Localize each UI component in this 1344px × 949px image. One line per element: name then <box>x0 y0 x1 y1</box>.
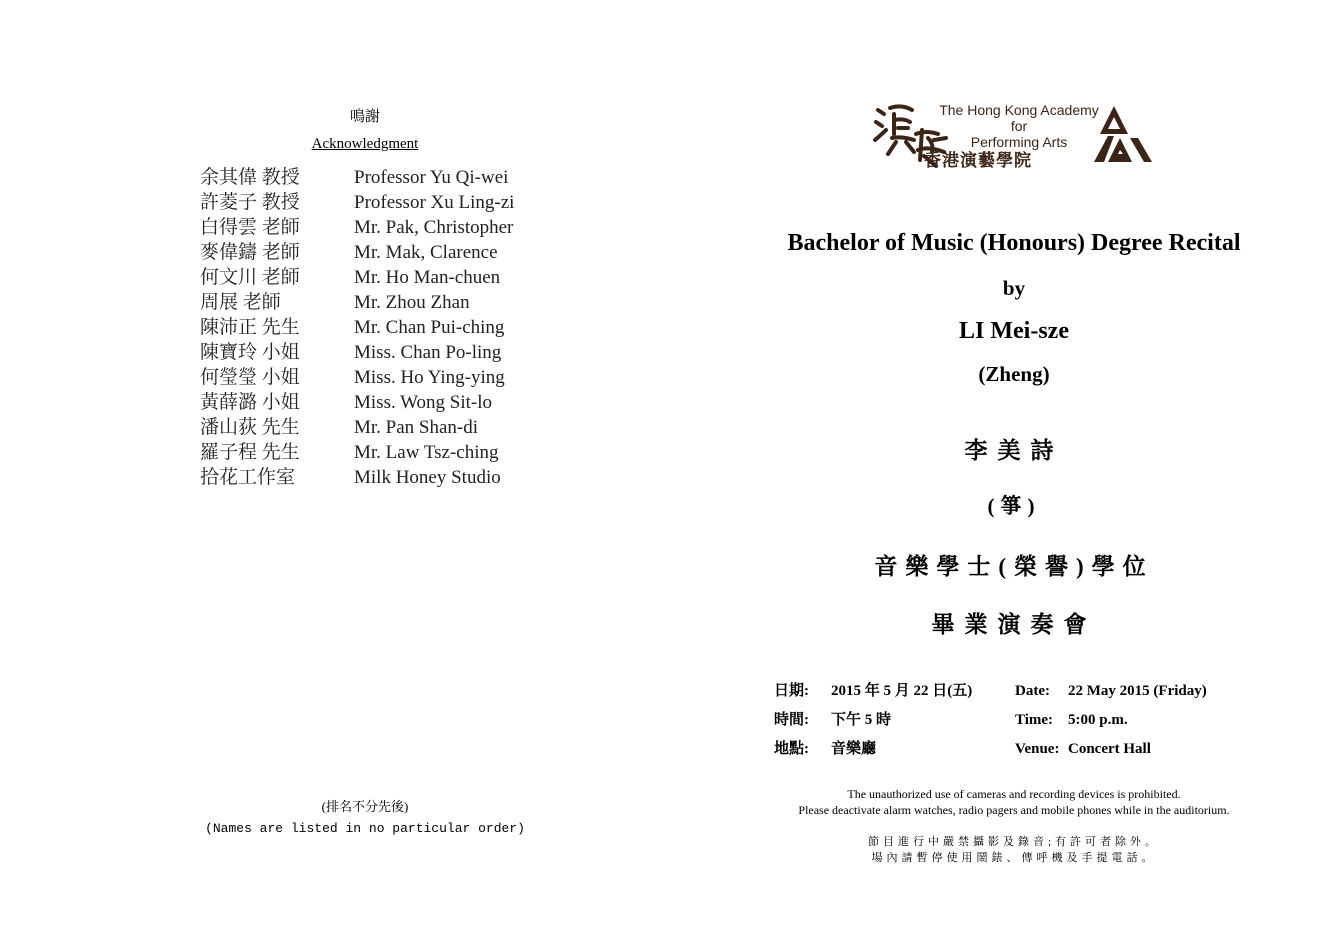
person-name-zh: 羅子程 先生 <box>200 442 300 463</box>
person-name-en: Professor Yu Qi-wei <box>354 167 509 188</box>
order-note-en: (Names are listed in no particular order) <box>205 821 525 836</box>
degree-title-zh: 音樂學士(榮譽)學位 <box>874 554 1154 579</box>
person-name-en: Professor Xu Ling-zi <box>354 192 515 213</box>
date-value-zh: 2015 年 5 月 22 日(五) <box>831 683 973 699</box>
logo-en-line3: Performing Arts <box>970 134 1068 150</box>
order-note-zh: (排名不分先後) <box>321 799 409 814</box>
person-name-en: Milk Honey Studio <box>354 467 501 488</box>
venue-label-en: Venue: <box>1015 741 1060 757</box>
event-details <box>774 680 1254 767</box>
person-name-en: Mr. Chan Pui-ching <box>354 317 505 338</box>
notice-zh-devices: 場內請暫停使用鬧錶、傳呼機及手提電話。 <box>871 852 1157 864</box>
notice-en-cameras: The unauthorized use of cameras and recording devices is prohibited. <box>847 787 1181 801</box>
hkapa-logo <box>872 100 1162 172</box>
acknowledgment-heading-en: Acknowledgment <box>311 136 419 152</box>
person-name-zh: 潘山荻 先生 <box>200 417 300 438</box>
notice-zh-cameras: 節目進行中嚴禁攝影及錄音;有許可者除外。 <box>867 836 1161 848</box>
notice-en-devices: Please deactivate alarm watches, radio pagers and mobile phones while in the auditorium. <box>798 803 1230 817</box>
performer-name: LI Mei-sze <box>959 318 1069 344</box>
time-row <box>774 709 1254 738</box>
person-name-zh: 何文川 老師 <box>200 267 300 288</box>
person-name-en: Mr. Pak, Christopher <box>354 217 514 238</box>
person-name-zh: 黃薛潞 小姐 <box>200 392 300 413</box>
venue-value-en: Concert Hall <box>1068 741 1151 757</box>
person-name-en: Miss. Chan Po-ling <box>354 342 502 363</box>
logo-en-line2: for <box>1010 118 1028 134</box>
person-name-zh: 麥偉鑄 老師 <box>200 242 300 263</box>
date-row <box>774 680 1254 709</box>
person-name-zh: 陳寶玲 小姐 <box>200 342 300 363</box>
acknowledgment-heading-zh: 鳴謝 <box>349 109 380 125</box>
person-name-en: Miss. Ho Ying-ying <box>354 367 505 388</box>
person-name-en: Mr. Pan Shan-di <box>354 417 479 438</box>
person-name-en: Mr. Mak, Clarence <box>354 242 498 263</box>
person-name-en: Mr. Law Tsz-ching <box>354 442 499 463</box>
time-value-zh: 下午 5 時 <box>831 712 892 728</box>
person-name-zh: 白得雲 老師 <box>200 217 300 238</box>
recital-title: Bachelor of Music (Honours) Degree Recital <box>787 230 1241 256</box>
date-value-en: 22 May 2015 (Friday) <box>1068 683 1207 699</box>
time-label-en: Time: <box>1015 712 1054 728</box>
performer-instrument: (Zheng) <box>978 362 1050 386</box>
person-name-zh: 何瑩瑩 小姐 <box>200 367 300 388</box>
recital-title-zh: 畢業演奏會 <box>931 612 1097 637</box>
recital-by: by <box>1002 276 1026 300</box>
time-label-zh: 時間: <box>774 712 809 728</box>
time-value-en: 5:00 p.m. <box>1068 712 1128 728</box>
logo-chinese-name: 香港演藝學院 <box>924 151 1032 170</box>
logo-english-name <box>934 102 1104 150</box>
person-name-en: Mr. Ho Man-chuen <box>354 267 501 288</box>
person-name-en: Mr. Zhou Zhan <box>354 292 470 313</box>
person-name-zh: 余其偉 教授 <box>200 167 300 188</box>
person-name-zh: 拾花工作室 <box>200 467 296 488</box>
logo-en-line1: The Hong Kong Academy <box>939 102 1099 118</box>
venue-value-zh: 音樂廳 <box>831 741 877 757</box>
academy-triangle-icon <box>1090 104 1154 164</box>
person-name-en: Miss. Wong Sit-lo <box>354 392 493 413</box>
performer-name-zh: 李美詩 <box>964 438 1064 463</box>
venue-label-zh: 地點: <box>774 741 809 757</box>
venue-row <box>774 738 1254 767</box>
date-label-en: Date: <box>1015 683 1050 699</box>
date-label-zh: 日期: <box>774 683 809 699</box>
person-name-zh: 陳沛正 先生 <box>200 317 300 338</box>
person-name-zh: 許菱子 教授 <box>200 192 300 213</box>
performer-instrument-zh: (箏) <box>987 494 1041 518</box>
person-name-zh: 周展 老師 <box>200 292 281 313</box>
